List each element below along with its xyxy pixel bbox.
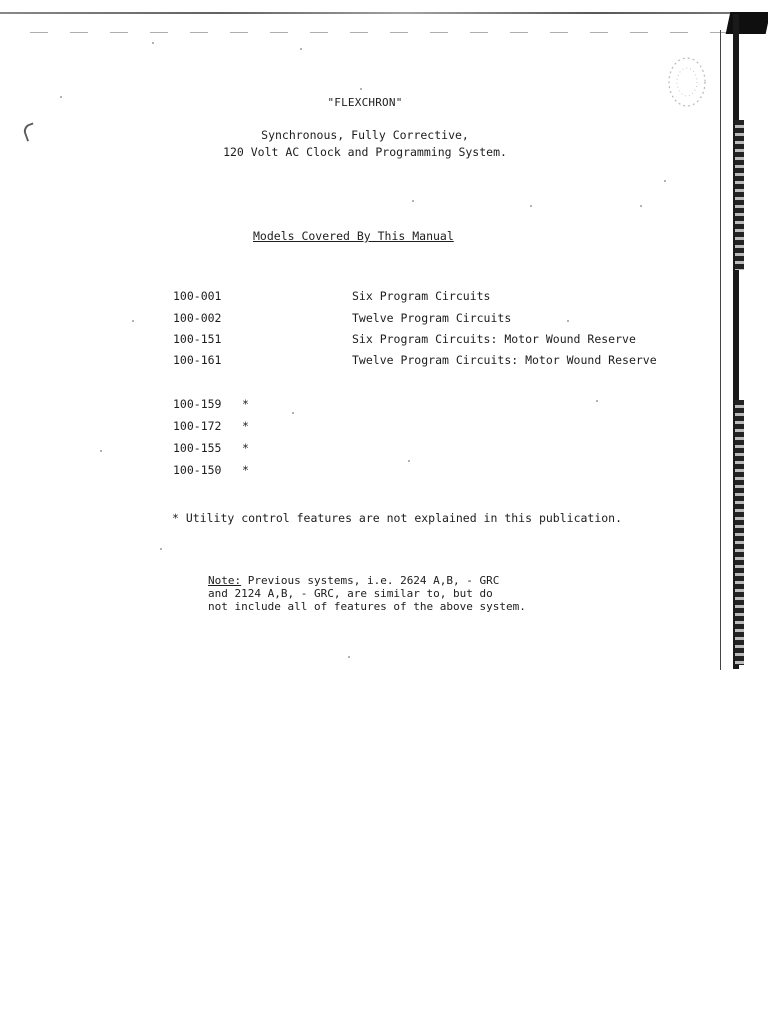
model-row: [173, 332, 636, 346]
model-row: [173, 463, 252, 477]
scan-speck: [530, 205, 532, 207]
model-description: Twelve Program Circuits: [352, 311, 512, 325]
scan-speck: [596, 400, 598, 402]
model-description: Twelve Program Circuits: Motor Wound Reserve: [352, 353, 657, 367]
footnote: * Utility control features are not explained in this publication.: [172, 511, 623, 525]
scan-speck: [292, 412, 294, 414]
model-code: 100-161: [173, 353, 222, 367]
subtitle-line: Synchronous, Fully Corrective,: [261, 128, 469, 142]
model-row: [173, 311, 512, 325]
scan-speck: [640, 205, 642, 207]
scan-speck: [567, 320, 569, 322]
model-code: 100-159: [173, 397, 222, 411]
document-title: "FLEXCHRON": [327, 96, 403, 109]
scan-speck: [348, 656, 350, 658]
scan-edge-mark-lower: [735, 400, 744, 665]
scan-speck: [412, 200, 414, 202]
scan-speck: [300, 48, 302, 50]
model-code: 100-001: [173, 289, 222, 303]
model-star: *: [241, 441, 249, 455]
scan-speck: [664, 180, 666, 182]
scan-speck: [132, 320, 134, 322]
scan-speck: [100, 450, 102, 452]
scan-speck: [152, 42, 154, 44]
model-row: [173, 397, 252, 411]
model-description: Six Program Circuits: [352, 289, 491, 303]
note-line: not include all of features of the above system.: [208, 600, 526, 613]
scan-corner-shadow: [726, 12, 768, 34]
model-star: *: [241, 397, 249, 411]
model-code: 100-002: [173, 311, 222, 325]
model-code: 100-151: [173, 332, 222, 346]
note-label: Note:: [208, 574, 242, 587]
scan-edge-right-inner: [720, 30, 721, 670]
model-row: [173, 353, 657, 367]
note-line: [208, 574, 628, 587]
scan-speck: [408, 460, 410, 462]
scan-edge-top: [0, 12, 740, 14]
model-description: Six Program Circuits: Motor Wound Reserve: [352, 332, 636, 346]
model-row: [173, 441, 252, 455]
scan-speck: [360, 88, 362, 90]
model-star: *: [241, 419, 249, 433]
note-block: [208, 574, 628, 613]
model-code: 100-150: [173, 463, 222, 477]
model-code: 100-172: [173, 419, 222, 433]
document-subtitle: [0, 127, 730, 161]
scan-edge-mark-upper: [735, 120, 744, 270]
model-row: [173, 419, 252, 433]
model-code: 100-155: [173, 441, 222, 455]
note-line: and 2124 A,B, - GRC, are similar to, but do: [208, 587, 493, 600]
model-star: *: [241, 463, 249, 477]
scan-speck: [160, 548, 162, 550]
scan-edge-top-dashed: [30, 32, 730, 33]
model-row: [173, 289, 491, 303]
models-heading: Models Covered By This Manual: [253, 229, 454, 243]
subtitle-line: 120 Volt AC Clock and Programming System.: [223, 145, 507, 159]
note-text: Previous systems, i.e. 2624 A,B, - GRC: [241, 574, 500, 587]
